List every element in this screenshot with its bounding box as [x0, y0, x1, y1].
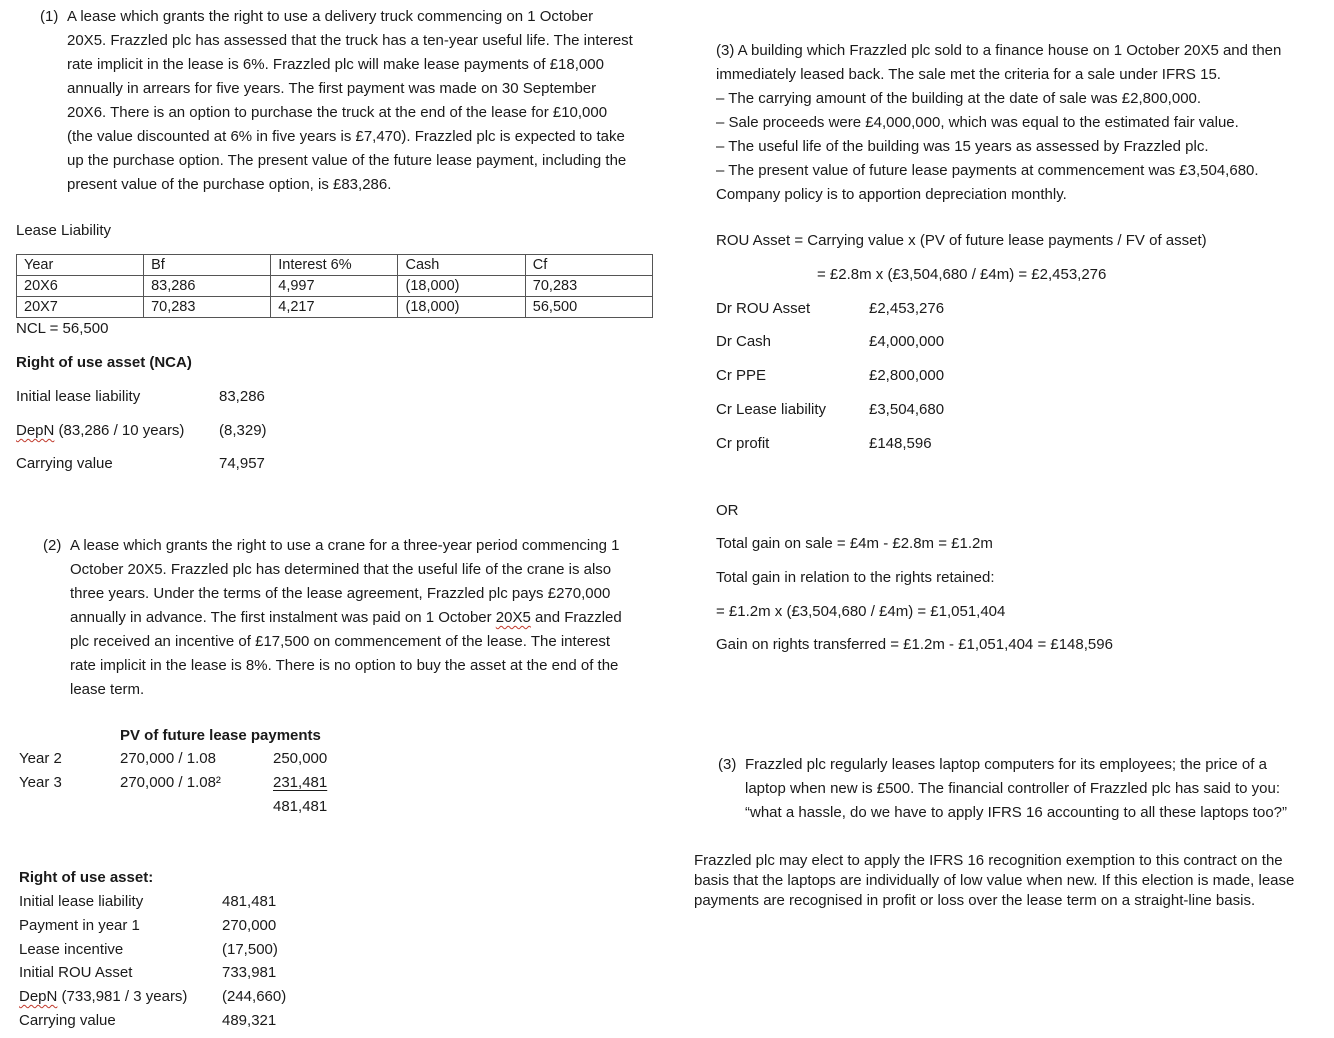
q1-line: 20X5. Frazzled plc has assessed that the truck has a ten-year useful life. The interest [67, 32, 633, 49]
or-label: OR [716, 502, 739, 519]
depn-calc: (733,981 / 3 years) [57, 988, 188, 1005]
table-header: Cash [398, 255, 525, 276]
q2-line: plc received an incentive of £17,500 on commencement of the lease. The interest [70, 633, 611, 650]
q3b-answer-line: basis that the laptops are individually of low value when new. If this election is made, lease [694, 872, 1295, 889]
journal-value: £4,000,000 [869, 333, 945, 350]
pv-value: 250,000 [273, 750, 328, 767]
q1-line: present value of the purchase option, is £83,286. [67, 176, 392, 193]
rou-calc: = £2.8m x (£3,504,680 / £4m) = £2,453,276 [817, 266, 1107, 283]
q3b-line: “what a hassle, do we have to apply IFRS 16 accounting to all these laptops too?” [745, 804, 1287, 821]
q2-line: lease term. [70, 681, 145, 698]
q2-line [70, 606, 622, 630]
table-cell: 70,283 [144, 297, 271, 318]
journal-label: Cr profit [716, 435, 770, 452]
table-row [17, 276, 653, 297]
table-cell: 4,217 [271, 297, 398, 318]
lease-liability-table [16, 254, 653, 318]
q2-rou-value: (244,660) [222, 988, 287, 1005]
gain-line: = £1.2m x (£3,504,680 / £4m) = £1,051,404 [716, 603, 1006, 620]
q2-rou-title: Right of use asset: [19, 869, 154, 886]
q2-line-part: and Frazzled [530, 609, 622, 626]
journal-value: £148,596 [869, 435, 932, 452]
journal-value: £3,504,680 [869, 401, 945, 418]
q1-rou-value: 74,957 [219, 455, 265, 472]
q3a-line: – The carrying amount of the building at the date of sale was £2,800,000. [716, 90, 1202, 107]
q2-rou-label: Lease incentive [19, 941, 124, 958]
journal-label: Cr Lease liability [716, 401, 827, 418]
q1-rou-value: (8,329) [219, 422, 267, 439]
depn-label: DepN [19, 988, 58, 1005]
pv-year: Year 2 [19, 750, 62, 767]
q2-rou-value: 270,000 [222, 917, 277, 934]
q1-number: (1) [40, 8, 59, 25]
q1-rou-title: Right of use asset (NCA) [16, 354, 192, 371]
q3a-line: – The present value of future lease payments at commencement was £3,504,680. [716, 162, 1259, 179]
q2-rou-value: 733,981 [222, 964, 277, 981]
q1-rou-label: Initial lease liability [16, 388, 141, 405]
depn-calc: (83,286 / 10 years) [54, 422, 185, 439]
q3a-line: immediately leased back. The sale met the criteria for a sale under IFRS 15. [716, 66, 1221, 83]
rou-formula: ROU Asset = Carrying value x (PV of future lease payments / FV of asset) [716, 232, 1207, 249]
table-header: Interest 6% [271, 255, 398, 276]
pv-calc: 270,000 / 1.08 [120, 750, 216, 767]
gain-line: Total gain on sale = £4m - £2.8m = £1.2m [716, 535, 993, 552]
table-header: Year [17, 255, 144, 276]
pv-title: PV of future lease payments [120, 727, 321, 744]
q3b-number: (3) [718, 756, 737, 773]
q2-date-mark: 20X5 [495, 609, 531, 626]
q2-number: (2) [43, 537, 62, 554]
pv-year: Year 3 [19, 774, 62, 791]
journal-value: £2,800,000 [869, 367, 945, 384]
table-header-row [17, 255, 653, 276]
table-cell: 20X6 [17, 276, 144, 297]
q3b-text [718, 753, 1287, 825]
q1-rou-label: Carrying value [16, 455, 113, 472]
depn-label: DepN [16, 422, 55, 439]
table-cell: (18,000) [398, 297, 525, 318]
q3b-answer-line: payments are recognised in profit or loss over the lease term on a straight-line basis. [694, 892, 1256, 909]
table-cell: 83,286 [144, 276, 271, 297]
q1-line: 20X6. There is an option to purchase the truck at the end of the lease for £10,000 [67, 104, 608, 121]
table-header: Cf [525, 255, 652, 276]
gain-line: Gain on rights transferred = £1.2m - £1,051,404 = £148,596 [716, 636, 1113, 653]
journal-label: Dr Cash [716, 333, 772, 350]
q1-line: (the value discounted at 6% in five years is £7,470). Frazzled plc is expected to take [67, 128, 625, 145]
gain-line: Total gain in relation to the rights retained: [716, 569, 995, 586]
table-cell: 56,500 [525, 297, 652, 318]
pv-total: 481,481 [273, 798, 328, 815]
q1-line: rate implicit in the lease is 6%. Frazzled plc will make lease payments of £18,000 [67, 56, 604, 73]
q3a-line: (3) A building which Frazzled plc sold to a finance house on 1 October 20X5 and then [716, 42, 1282, 59]
q2-rou-label: Carrying value [19, 1012, 116, 1029]
q2-rou-value: 489,321 [222, 1012, 277, 1029]
q2-rou-label [19, 988, 187, 1005]
table-cell: 70,283 [525, 276, 652, 297]
q2-line: rate implicit in the lease is 8%. There is no option to buy the asset at the end of the [70, 657, 619, 674]
table-row [17, 297, 653, 318]
q3a-line: – The useful life of the building was 15 years as assessed by Frazzled plc. [716, 138, 1209, 155]
q1-rou-label [16, 422, 184, 439]
q2-rou-value: (17,500) [222, 941, 278, 958]
q2-line: A lease which grants the right to use a crane for a three-year period commencing 1 [70, 537, 620, 554]
table-cell: 20X7 [17, 297, 144, 318]
q3a-line: – Sale proceeds were £4,000,000, which was equal to the estimated fair value. [716, 114, 1239, 131]
q1-line: A lease which grants the right to use a delivery truck commencing on 1 October [67, 8, 594, 25]
q2-text [43, 534, 622, 702]
q3b-line: Frazzled plc regularly leases laptop computers for its employees; the price of a [745, 756, 1267, 773]
table-header: Bf [144, 255, 271, 276]
q3b-line: laptop when new is £500. The financial controller of Frazzled plc has said to you: [745, 780, 1281, 797]
q2-line-part: annually in advance. The first instalment was paid on 1 October [70, 609, 496, 626]
q3b-answer [694, 851, 1294, 911]
ncl-total: NCL = 56,500 [16, 320, 109, 337]
q3b-answer-line: Frazzled plc may elect to apply the IFRS 16 recognition exemption to this contract on the [694, 852, 1283, 869]
q1-line: annually in arrears for five years. The first payment was made on 30 September [67, 80, 597, 97]
q2-rou-value: 481,481 [222, 893, 277, 910]
q3a-line: Company policy is to apportion depreciation monthly. [716, 186, 1067, 203]
journal-label: Dr ROU Asset [716, 300, 811, 317]
q1-line: up the purchase option. The present value of the future lease payment, including the [67, 152, 627, 169]
q2-rou-label: Initial ROU Asset [19, 964, 133, 981]
q2-rou-label: Initial lease liability [19, 893, 144, 910]
pv-calc: 270,000 / 1.08² [120, 774, 221, 791]
q2-rou-label: Payment in year 1 [19, 917, 140, 934]
table-cell: 4,997 [271, 276, 398, 297]
q1-text [40, 5, 633, 197]
q1-rou-value: 83,286 [219, 388, 265, 405]
journal-label: Cr PPE [716, 367, 767, 384]
pv-value: 231,481 [273, 774, 328, 791]
journal-value: £2,453,276 [869, 300, 945, 317]
table-cell: (18,000) [398, 276, 525, 297]
lease-liability-title: Lease Liability [16, 222, 112, 239]
q2-line: October 20X5. Frazzled plc has determined that the useful life of the crane is also [70, 561, 612, 578]
q2-line: three years. Under the terms of the lease agreement, Frazzled plc pays £270,000 [70, 585, 611, 602]
q3a-text [716, 39, 1281, 207]
